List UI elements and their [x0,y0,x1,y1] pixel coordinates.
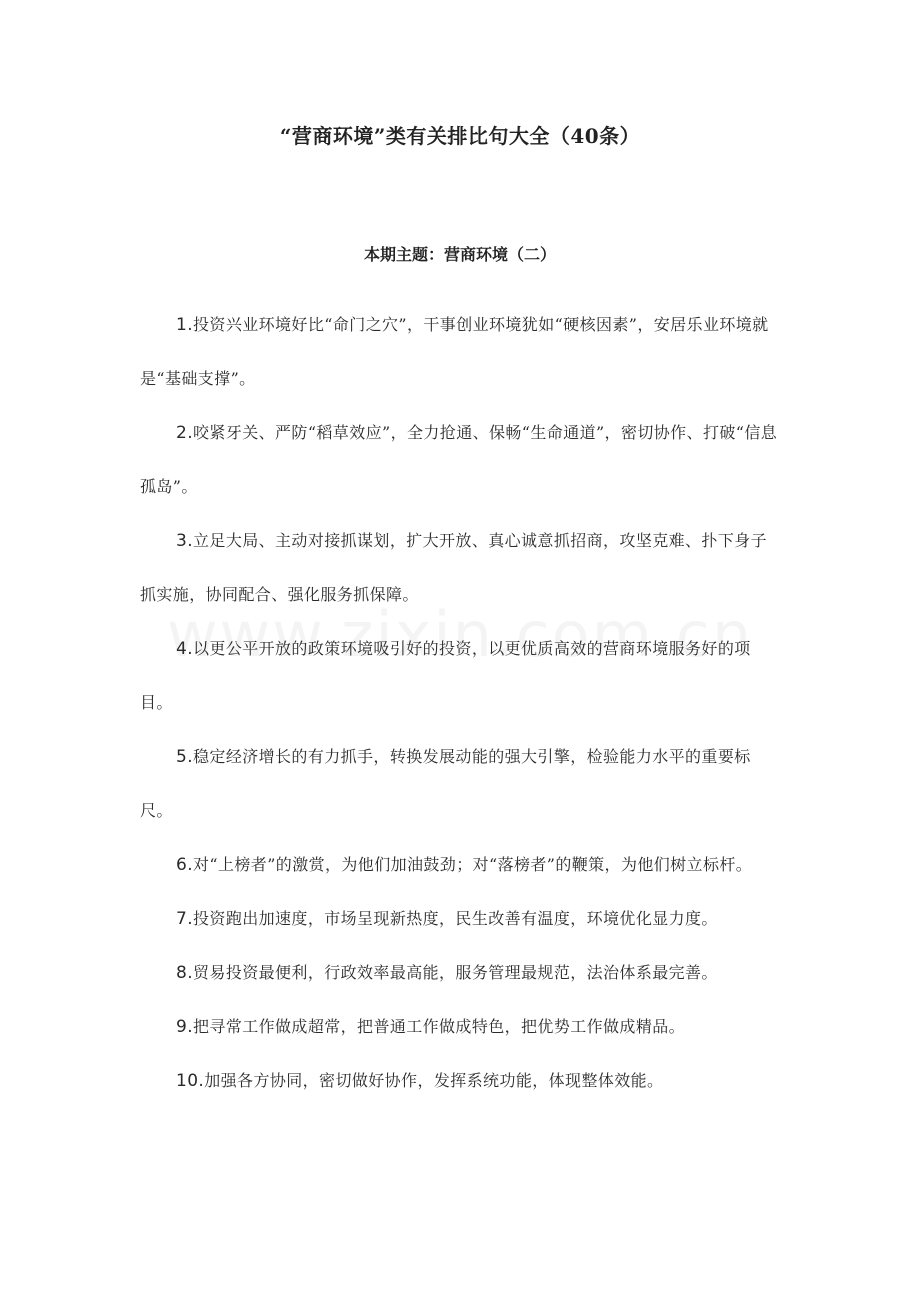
list-item [140,406,782,514]
list-item [140,1000,782,1054]
section-subtitle: 本期主题：营商环境（二） [363,245,556,264]
item-number: 10. [176,1071,205,1091]
item-number: 6. [176,855,194,875]
item-text: 立足大局、主动对接抓谋划，扩大开放、真心诚意抓招商，攻坚克难、扑下身子抓实施，协同配合、强化服务抓保障。 [140,531,768,604]
list-item [140,730,782,838]
list-item [140,622,782,730]
list-item [140,838,782,892]
item-number: 7. [176,909,194,929]
list-item [140,946,782,1000]
item-number: 3. [176,531,194,551]
list-item [140,514,782,622]
item-text: 稳定经济增长的有力抓手，转换发展动能的强大引擎，检验能力水平的重要标尺。 [140,747,751,820]
document-title: “营商环境”类有关排比句大全（40条） [279,124,641,148]
list-item [140,1054,782,1108]
item-text: 加强各方协同，密切做好协作，发挥系统功能，体现整体效能。 [204,1071,664,1090]
item-text: 投资跑出加速度，市场呈现新热度，民生改善有温度，环境优化显力度。 [193,909,718,928]
item-number: 5. [176,747,194,767]
item-text: 对“上榜者”的激赏，为他们加油鼓劲；对“落榜者”的鞭策，为他们树立标杆。 [193,855,753,874]
item-number: 4. [176,639,194,659]
item-text: 把寻常工作做成超常，把普通工作做成特色，把优势工作做成精品。 [193,1017,686,1036]
item-text: 咬紧牙关、严防“稻草效应”，全力抢通、保畅“生命通道”，密切协作、打破“信息孤岛”。 [140,423,778,496]
list-item [140,298,782,406]
list-item [140,892,782,946]
item-text: 投资兴业环境好比“命门之穴”，干事创业环境犹如“硬核因素”，安居乐业环境就是“基础支撑”。 [140,315,769,388]
item-text: 以更公平开放的政策环境吸引好的投资，以更优质高效的营商环境服务好的项目。 [140,639,751,712]
item-number: 2. [176,423,194,443]
item-text: 贸易投资最便利，行政效率最高能，服务管理最规范，法治体系最完善。 [193,963,718,982]
item-number: 8. [176,963,194,983]
sentence-list [140,298,782,1108]
item-number: 9. [176,1017,194,1037]
item-number: 1. [176,315,194,335]
